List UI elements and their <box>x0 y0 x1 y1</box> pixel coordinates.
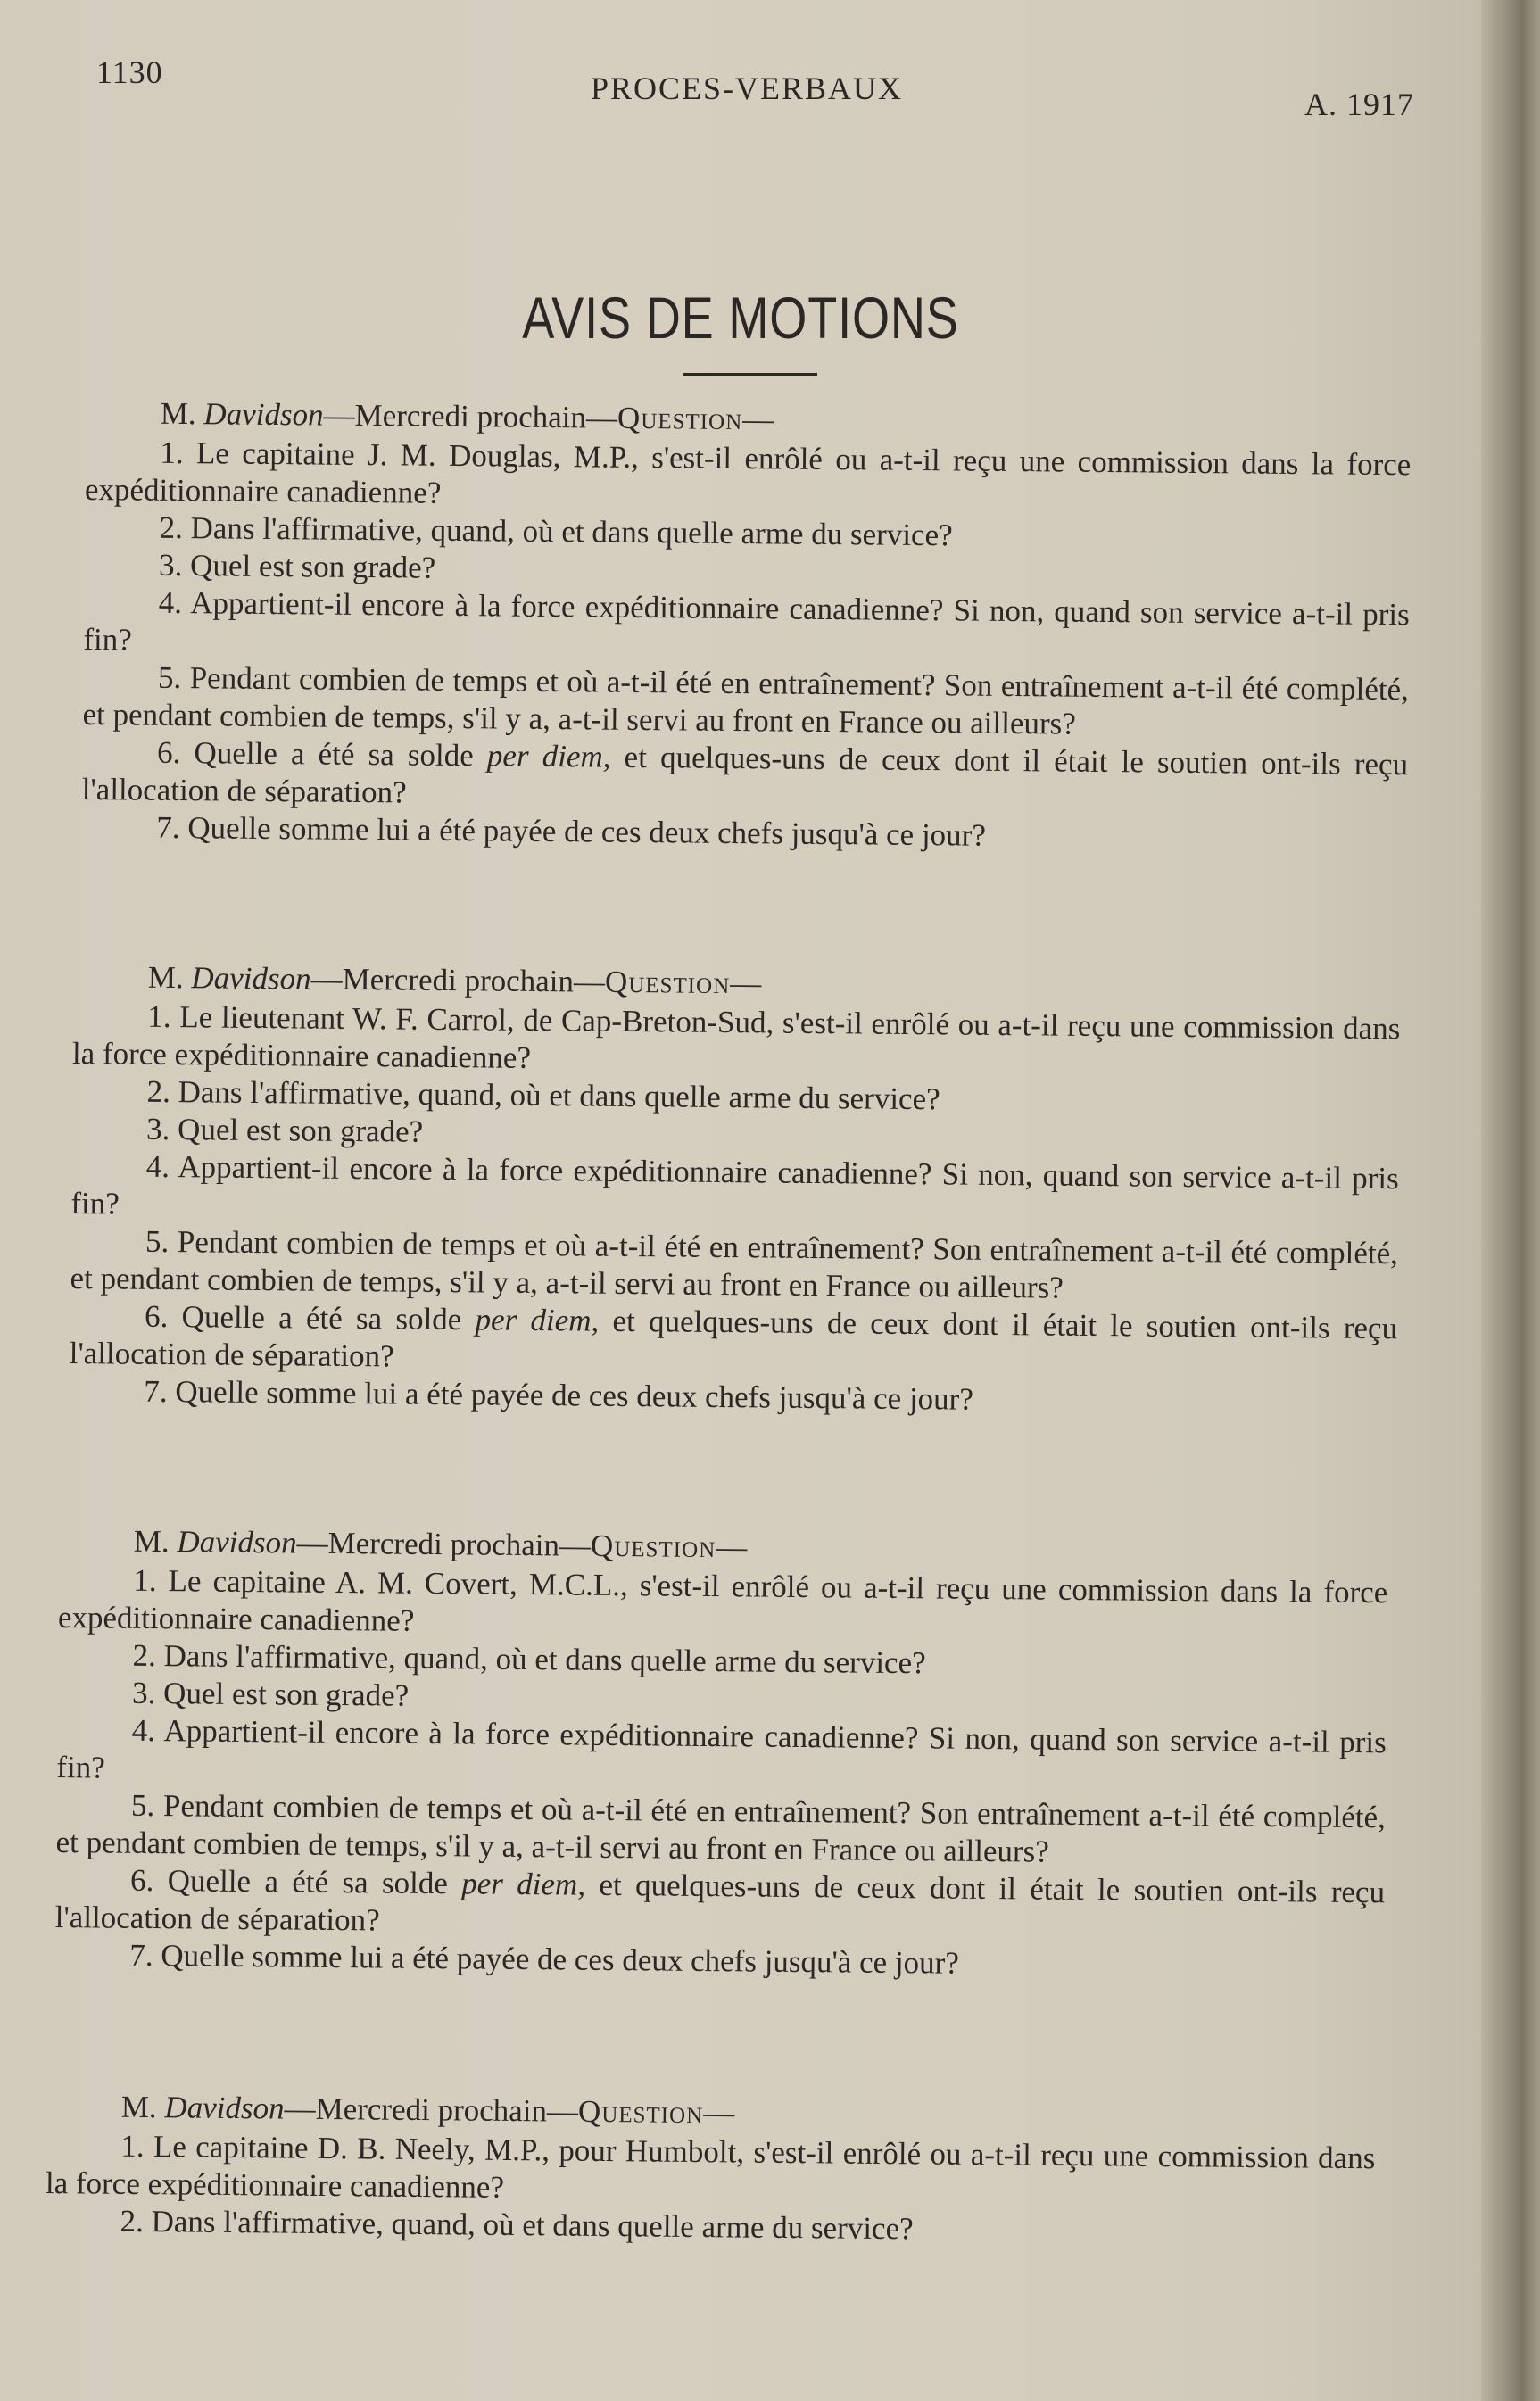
question-5: 5. Pendant combien de temps et où a-t-il été en entraînement? Son entraînement a-t-il été complété, et pendant combien de temps, s'il y a, a-t-il servi au front en France ou ailleurs? <box>70 1223 1399 1305</box>
motion-dash: — <box>730 965 762 1001</box>
motion-block <box>54 1522 1388 1986</box>
question-7: 7. Quelle somme lui a été payée de ces deux chefs jusqu'à ce jour? <box>156 809 987 853</box>
motion-dash: — <box>716 1529 748 1565</box>
motion-block <box>45 2088 1376 2252</box>
question-5: 5. Pendant combien de temps et où a-t-il été en entraînement? Son entraînement a-t-il été complété, et pendant combien de temps, s'il y a, a-t-il servi au front en France ou ailleurs? <box>55 1787 1387 1869</box>
question-2: 2. Dans l'affirmative, quand, où et dans quelle arme du service? <box>132 1637 926 1681</box>
question-1: 1. Le capitaine J. M. Douglas, M.P., s'est-il enrôlé ou a-t-il reçu une commission dans la force expéditionnaire canadienne? <box>84 435 1412 510</box>
motion-kind: Question <box>617 400 743 437</box>
member-title: M. <box>160 395 196 432</box>
member-title: M. <box>120 2089 157 2125</box>
question-6 <box>55 1861 1386 1949</box>
question-7: 7. Quelle somme lui a été payée de ces deux chefs jusqu'à ce jour? <box>129 1937 960 1981</box>
question-1: 1. Le capitaine A. M. Covert, M.C.L., s'est-il enrôlé ou a-t-il reçu une commission dans la force expéditionnaire canadienne? <box>57 1562 1388 1638</box>
motion-block <box>69 958 1401 1422</box>
motion-kind: Question <box>604 964 731 1001</box>
year-label: A. 1917 <box>1304 87 1414 122</box>
motion-dash: — <box>703 2095 735 2131</box>
member-name: Davidson <box>191 960 311 997</box>
per-diem-term: per diem, <box>486 738 611 774</box>
question-2: 2. Dans l'affirmative, quand, où et dans quelle arme du service? <box>146 1073 940 1117</box>
motion-when: —Mercredi prochain— <box>310 961 606 999</box>
question-6-start: 6. Quelle a été sa solde <box>144 1298 476 1337</box>
per-diem-term: per diem, <box>461 1866 586 1902</box>
motion-kind: Question <box>577 2093 704 2131</box>
member-title: M. <box>147 959 184 996</box>
title-rule <box>683 373 817 376</box>
section-title: AVIS DE MOTIONS <box>522 285 959 351</box>
motion-when: —Mercredi prochain— <box>323 397 618 435</box>
running-title: PROCES-VERBAUX <box>591 70 904 106</box>
page-binding-edge <box>1481 0 1540 2401</box>
question-4: 4. Appartient-il encore à la force expéditionnaire canadienne? Si non, quand son service a-t-il pris fin? <box>56 1712 1387 1785</box>
question-6 <box>70 1297 1398 1385</box>
question-2: 2. Dans l'affirmative, quand, où et dans quelle arme du service? <box>159 509 953 553</box>
question-6-start: 6. Quelle a été sa solde <box>129 1862 462 1901</box>
question-7: 7. Quelle somme lui a été payée de ces deux chefs jusqu'à ce jour? <box>144 1373 974 1417</box>
question-6-end: et quelques-uns de ceux dont il était le soutien ont-ils reçu l'allocation de séparation? <box>81 739 1409 810</box>
question-1: 1. Le lieutenant W. F. Carrol, de Cap-Breton-Sud, s'est-il enrôlé ou a-t-il reçu une commission dans la force expéditionnaire canadienne? <box>71 998 1401 1075</box>
question-4: 4. Appartient-il encore à la force expéditionnaire canadienne? Si non, quand son service a-t-il pris fin? <box>83 584 1410 658</box>
member-title: M. <box>133 1523 170 1560</box>
question-6-end: et quelques-uns de ceux dont il était le soutien ont-ils reçu l'allocation de séparation? <box>54 1867 1386 1938</box>
question-3: 3. Quel est son grade? <box>131 1675 410 1713</box>
question-1: 1. Le capitaine D. B. Neely, M.P., pour Humbolt, s'est-il enrôlé ou a-t-il reçu une commission dans la force expéditionnaire canadienne? <box>45 2128 1376 2205</box>
member-name: Davidson <box>164 2090 285 2126</box>
member-name: Davidson <box>203 396 324 433</box>
motion-kind: Question <box>590 1528 716 1565</box>
motion-when: —Mercredi prochain— <box>296 1525 592 1563</box>
question-6-start: 6. Quelle a été sa solde <box>156 734 488 774</box>
question-4: 4. Appartient-il encore à la force expéditionnaire canadienne? Si non, quand son service a-t-il pris fin? <box>70 1148 1399 1221</box>
question-5: 5. Pendant combien de temps et où a-t-il été en entraînement? Son entraînement a-t-il été complété, et pendant combien de temps, s'il y a, a-t-il servi au front en France ou ailleurs? <box>82 659 1410 741</box>
question-2: 2. Dans l'affirmative, quand, où et dans quelle arme du service? <box>120 2203 914 2247</box>
question-3: 3. Quel est son grade? <box>145 1111 424 1149</box>
motion-dash: — <box>742 402 774 437</box>
motion-when: —Mercredi prochain— <box>284 2091 579 2129</box>
question-6-end: et quelques-uns de ceux dont il était le soutien ont-ils reçu l'allocation de séparation? <box>69 1303 1398 1374</box>
per-diem-term: per diem, <box>475 1302 600 1338</box>
page-number: 1130 <box>96 54 163 90</box>
member-name: Davidson <box>177 1524 297 1561</box>
motion-block <box>81 394 1412 858</box>
question-3: 3. Quel est son grade? <box>158 547 436 585</box>
question-6 <box>82 733 1409 821</box>
